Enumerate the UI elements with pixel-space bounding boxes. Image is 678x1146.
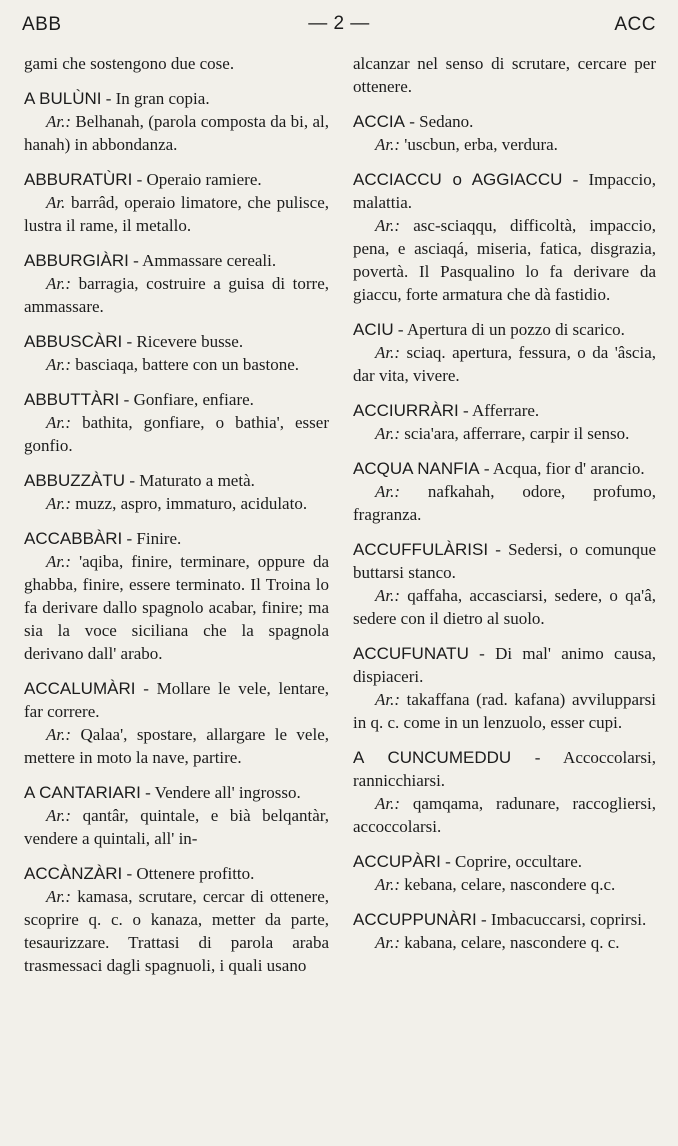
dictionary-entry bbox=[24, 781, 329, 850]
arabic-label: Ar.: bbox=[375, 690, 401, 709]
left-column bbox=[24, 52, 329, 989]
headword: ACCUPÀRI bbox=[353, 852, 441, 871]
etymology: 'uscbun, erba, verdura. bbox=[404, 135, 558, 154]
etymology: qaffaha, accasciarsi, sedere, o qa'â, sedere con il dietro al suolo. bbox=[353, 586, 656, 628]
arabic-label: Ar.: bbox=[375, 933, 401, 952]
entry-text: alcanzar nel senso di scrutare, cercare per ottenere. bbox=[353, 54, 656, 96]
arabic-label: Ar.: bbox=[46, 274, 72, 293]
dictionary-entry bbox=[24, 330, 329, 376]
etymology: bathita, gonfiare, o bathia', esser gonfio. bbox=[24, 413, 329, 455]
etymology: sciaq. apertura, fessura, o da 'âscia, dar vita, vivere. bbox=[353, 343, 656, 385]
headword: ACCÀNZÀRI bbox=[24, 864, 123, 883]
dictionary-entry bbox=[24, 388, 329, 457]
dictionary-entry bbox=[353, 746, 656, 838]
definition: - Acqua, fior d' arancio. bbox=[483, 459, 645, 478]
definition: - Di mal' animo causa, dispiaceri. bbox=[353, 644, 657, 686]
continuation-text bbox=[353, 52, 656, 98]
headword: ACCIACCU o AGGIACCU bbox=[353, 170, 563, 189]
definition: - Coprire, occultare. bbox=[445, 852, 582, 871]
dictionary-entry bbox=[353, 538, 656, 630]
headword: ACCABBÀRI bbox=[24, 529, 123, 548]
etymology: takaffana (rad. kafana) avvilupparsi in q. c. come in un lenzuolo, esser cupi. bbox=[353, 690, 656, 732]
page-number: — 2 — bbox=[308, 13, 370, 34]
header-right-guide-word: ACC bbox=[614, 14, 656, 35]
headword: ABBUSCÀRI bbox=[24, 332, 123, 351]
dictionary-entry bbox=[24, 249, 329, 318]
definition: - Vendere all' ingrosso. bbox=[145, 783, 301, 802]
etymology: scia'ara, afferrare, carpir il senso. bbox=[404, 424, 630, 443]
dictionary-entry bbox=[24, 862, 329, 977]
headword: ACCUPPUNÀRI bbox=[353, 910, 477, 929]
arabic-label: Ar.: bbox=[375, 794, 401, 813]
headword: ABBURATÙRI bbox=[24, 170, 133, 189]
definition: - Maturato a metà. bbox=[129, 471, 255, 490]
headword: ACCUFUNATU bbox=[353, 644, 469, 663]
dictionary-entry bbox=[24, 168, 329, 237]
arabic-label: Ar.: bbox=[375, 216, 401, 235]
etymology: barragia, costruire a guisa di torre, ammassare. bbox=[24, 274, 329, 316]
headword: ACIU bbox=[353, 320, 394, 339]
dictionary-entry bbox=[353, 399, 656, 445]
definition: - Ricevere busse. bbox=[126, 332, 244, 351]
etymology: qantâr, quintale, e bià belqantàr, vendere a quintali, all' in- bbox=[24, 806, 330, 848]
arabic-label: Ar.: bbox=[46, 887, 72, 906]
etymology: basciaqa, battere con un bastone. bbox=[75, 355, 300, 374]
etymology: 'aqiba, finire, terminare, oppure da ghabba, finire, essere terminato. Il Troina lo fa derivare dallo spagnolo acabar, finire; ma sia la voce siciliana che la spagnola derivano dall' arabo. bbox=[24, 552, 329, 663]
arabic-label: Ar.: bbox=[46, 112, 72, 131]
arabic-label: Ar.: bbox=[46, 552, 72, 571]
continuation-text bbox=[24, 52, 329, 75]
dictionary-entry bbox=[353, 110, 656, 156]
definition: - Operaio ramiere. bbox=[136, 170, 262, 189]
dictionary-entry bbox=[24, 677, 329, 769]
arabic-label: Ar.: bbox=[375, 482, 401, 501]
definition: - Afferrare. bbox=[463, 401, 540, 420]
definition: - Finire. bbox=[126, 529, 182, 548]
arabic-label: Ar.: bbox=[46, 413, 72, 432]
headword: A CANTARIARI bbox=[24, 783, 141, 802]
definition: - Ammassare cereali. bbox=[133, 251, 277, 270]
arabic-label: Ar. bbox=[46, 193, 66, 212]
definition: - Sedersi, o comunque buttarsi stanco. bbox=[353, 540, 657, 582]
etymology: muzz, aspro, immaturo, acidulato. bbox=[75, 494, 308, 513]
etymology: qamqama, radunare, raccogliersi, accoccolarsi. bbox=[353, 794, 656, 836]
headword: ABBUZZÀTU bbox=[24, 471, 126, 490]
arabic-label: Ar.: bbox=[46, 806, 72, 825]
right-column bbox=[353, 52, 656, 966]
etymology: kamasa, scrutare, cercar di ottenere, scoprire q. c. o kanaza, metter da parte, tesaurizzare. Trattasi di parola araba trasmessaci dagli spagnuoli, i quali usano bbox=[24, 887, 330, 975]
etymology: kabana, celare, nascondere q. c. bbox=[404, 933, 620, 952]
header-left-guide-word: ABB bbox=[22, 14, 62, 35]
headword: ABBUTTÀRI bbox=[24, 390, 120, 409]
arabic-label: Ar.: bbox=[46, 494, 72, 513]
headword: ABBURGIÀRI bbox=[24, 251, 129, 270]
etymology: barrâd, operaio limatore, che pulisce, lustra il rame, il metallo. bbox=[24, 193, 330, 235]
arabic-label: Ar.: bbox=[375, 343, 401, 362]
definition: - Sedano. bbox=[409, 112, 474, 131]
arabic-label: Ar.: bbox=[46, 355, 72, 374]
etymology: kebana, celare, nascondere q.c. bbox=[404, 875, 616, 894]
arabic-label: Ar.: bbox=[375, 135, 401, 154]
dictionary-entry bbox=[353, 318, 656, 387]
page-header bbox=[0, 0, 678, 40]
etymology: Qalaa', spostare, allargare le vele, mettere in moto la nave, partire. bbox=[24, 725, 329, 767]
arabic-label: Ar.: bbox=[375, 586, 401, 605]
definition: - Imbacuccarsi, coprirsi. bbox=[481, 910, 647, 929]
headword: ACCIURRÀRI bbox=[353, 401, 459, 420]
dictionary-entry bbox=[353, 168, 656, 306]
definition: - Impaccio, malattia. bbox=[353, 170, 657, 212]
definition: - Gonfiare, enfiare. bbox=[123, 390, 254, 409]
etymology: Belhanah, (parola composta da bi, al, hanah) in abbondanza. bbox=[24, 112, 330, 154]
headword: ACCIA bbox=[353, 112, 405, 131]
headword: A BULÙNI bbox=[24, 89, 102, 108]
definition: - In gran copia. bbox=[105, 89, 210, 108]
entry-text: gami che sostengono due cose. bbox=[24, 54, 235, 73]
definition: - Accoccolarsi, rannicchiarsi. bbox=[353, 748, 657, 790]
definition: - Apertura di un pozzo di scarico. bbox=[397, 320, 625, 339]
definition: - Ottenere profitto. bbox=[126, 864, 255, 883]
headword: ACCUFFULÀRISI bbox=[353, 540, 489, 559]
etymology: asc-sciaqqu, difficoltà, impaccio, pena, e asciaqá, miseria, fatica, disgrazia, povertà. Il Pasqualino lo fa derivare da giaccu, forte armatura che dà fastidio. bbox=[353, 216, 656, 304]
etymology: nafkahah, odore, profumo, fragranza. bbox=[353, 482, 656, 524]
dictionary-entry bbox=[24, 87, 329, 156]
dictionary-entry bbox=[353, 850, 656, 896]
headword: ACCALUMÀRI bbox=[24, 679, 136, 698]
dictionary-entry bbox=[353, 457, 656, 526]
arabic-label: Ar.: bbox=[46, 725, 72, 744]
dictionary-entry bbox=[353, 908, 656, 954]
headword: A CUNCUMEDDU bbox=[353, 748, 512, 767]
headword: ACQUA NANFIA bbox=[353, 459, 480, 478]
dictionary-entry bbox=[24, 469, 329, 515]
arabic-label: Ar.: bbox=[375, 875, 401, 894]
dictionary-entry bbox=[353, 642, 656, 734]
definition: - Mollare le vele, lentare, far correre. bbox=[24, 679, 329, 721]
dictionary-entry bbox=[24, 527, 329, 665]
arabic-label: Ar.: bbox=[375, 424, 401, 443]
